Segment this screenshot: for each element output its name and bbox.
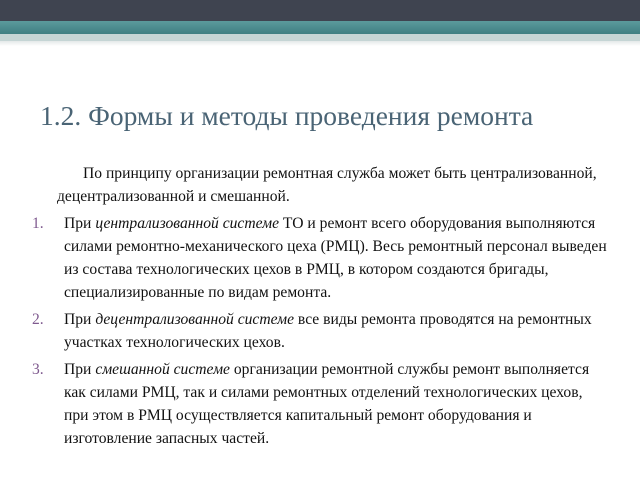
header-band-shadow — [0, 41, 640, 46]
item-text: все виды ремонта проводятся на ремонтных участках технологических цехов. — [64, 311, 592, 351]
header-band-teal — [0, 21, 640, 34]
list-number: 3. — [32, 361, 44, 378]
header-band-dark — [0, 0, 640, 21]
slide-body — [32, 162, 610, 454]
header-band-light — [0, 34, 640, 41]
methods-list — [32, 212, 610, 450]
item-term: централизованной системе — [95, 215, 280, 232]
item-lead: При — [64, 361, 92, 378]
item-lead: При — [64, 311, 92, 328]
list-item — [32, 212, 610, 304]
item-term: децентрализованной системе — [95, 311, 295, 328]
item-lead: При — [64, 215, 92, 232]
list-number: 1. — [32, 215, 44, 232]
item-term: смешанной системе — [95, 361, 230, 378]
item-text: организации ремонтной службы ремонт выполняется как силами РМЦ, так и силами ремонтных отделений технологических цехов, при этом в РМЦ осуществляется капитальный ремонт оборудования и изготовление запасных частей. — [64, 361, 590, 447]
list-item — [32, 308, 610, 354]
list-number: 2. — [32, 311, 44, 328]
list-item — [32, 358, 610, 450]
intro-paragraph: По принципу организации ремонтная служба может быть централизованной, децентрализованной и смешанной. — [57, 165, 597, 205]
item-text: ТО и ремонт всего оборудования выполняются силами ремонтно-механического цеха (РМЦ). Весь ремонтный персонал выведен из состава технологических цехов в РМЦ, в котором создаются бригады, специализированные по видам ремонта. — [64, 215, 607, 301]
slide-title: 1.2. Формы и методы проведения ремонта — [40, 100, 534, 131]
